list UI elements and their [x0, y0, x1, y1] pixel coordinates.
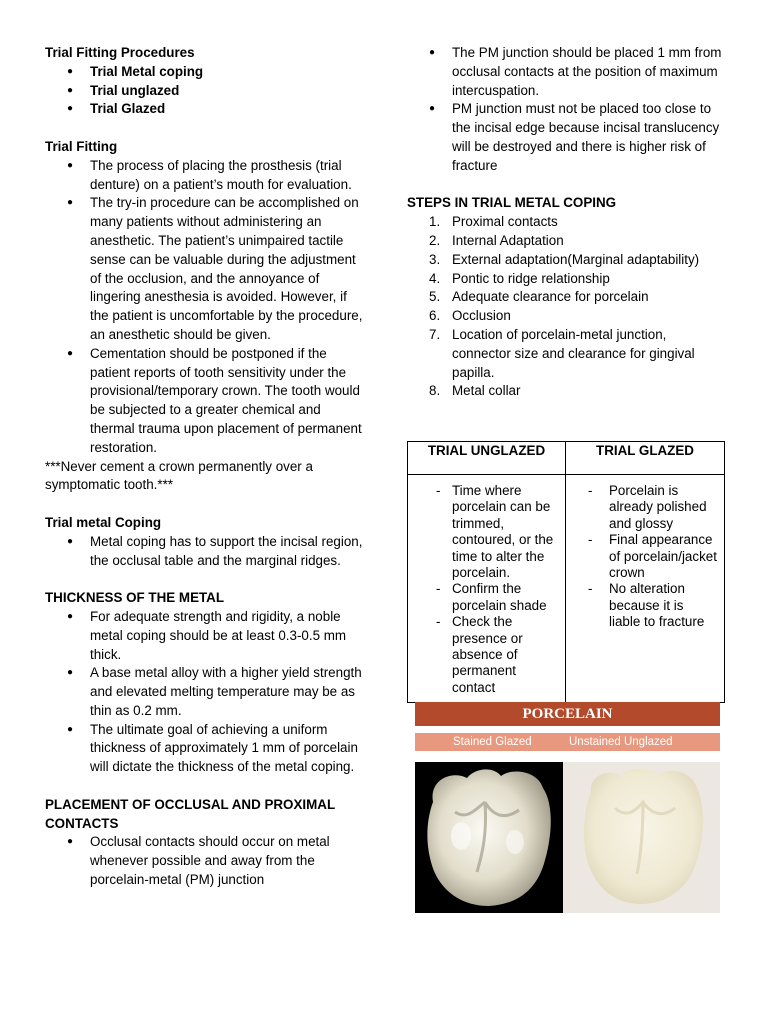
- trial-fitting-heading: Trial Fitting: [45, 138, 118, 154]
- steps-list: [407, 213, 725, 401]
- list-item: - Confirm the porcelain shade: [414, 581, 559, 614]
- list-item: 3. External adaptation(Marginal adaptability): [429, 251, 700, 267]
- list-item: ● A base metal alloy with a higher yield strength and elevated melting temperature may be as thin as 0.2 mm.: [45, 664, 365, 720]
- thickness-heading: THICKNESS OF THE METAL: [45, 590, 225, 606]
- warning-note: ***Never cement a crown permanently over a symptomatic tooth.***: [45, 458, 313, 493]
- list-item: ● Metal coping has to support the incisal region, the occlusal table and the marginal ridges.: [45, 533, 365, 571]
- trial-fitting-procedures-heading: Trial Fitting Procedures: [45, 45, 195, 60]
- list-item: - No alteration because it is liable to fracture: [572, 581, 718, 630]
- list-item: ● Trial Glazed: [45, 100, 365, 119]
- steps-heading: STEPS IN TRIAL METAL COPING: [407, 195, 617, 211]
- table-cell-glazed: [566, 475, 725, 703]
- list-item: ● The ultimate goal of achieving a uniform thickness of approximately 1 mm of porcelain will dictate the thickness of the metal coping.: [45, 721, 365, 777]
- right-column: [407, 44, 725, 401]
- list-item: 4. Pontic to ridge relationship: [429, 270, 610, 286]
- list-item: ● The process of placing the prosthesis (trial denture) on a patient’s mouth for evaluation.: [45, 157, 365, 195]
- list-item: ● The try-in procedure can be accomplished on many patients without administering an anesthetic. The patient’s unimpaired tactile sense can be valuable during the adjustment of the occlusion, and the annoyance of lingering anesthesia is avoided. However, if the patient is uncomfortable by the procedure, an anesthetic should be given.: [45, 194, 365, 344]
- list-item: - Final appearance of porcelain/jacket crown: [572, 532, 718, 581]
- list-item: ● For adequate strength and rigidity, a noble metal coping should be at least 0.3-0.5 mm thick.: [45, 608, 365, 664]
- list-item: - Check the presence or absence of permanent contact: [414, 614, 559, 696]
- list-item: 8. Metal collar: [429, 383, 521, 399]
- trial-metal-coping-list: [45, 533, 365, 571]
- list-item: 7. Location of porcelain-metal junction, connector size and clearance for gingival papilla.: [429, 326, 695, 380]
- stained-glazed-tooth-image: [415, 762, 563, 913]
- list-item: ● Cementation should be postponed if the patient reports of tooth sensitivity under the provisional/temporary crown. The tooth would be subjected to a greater chemical and thermal trauma upon placement of permanent restoration.: [45, 345, 365, 458]
- porcelain-banner: PORCELAIN: [415, 702, 720, 726]
- list-item: ● Trial unglazed: [45, 82, 365, 101]
- list-item: ● Occlusal contacts should occur on metal whenever possible and away from the porcelain-metal (PM) junction: [45, 833, 365, 889]
- table-header-glazed: TRIAL GLAZED: [566, 442, 725, 475]
- list-item: - Porcelain is already polished and glossy: [572, 483, 718, 532]
- thickness-list: [45, 608, 365, 777]
- unstained-unglazed-label: Unstained Unglazed: [569, 736, 673, 748]
- list-item: 1. Proximal contacts: [429, 214, 558, 230]
- trial-comparison-table: [407, 441, 725, 703]
- list-item: ● Trial Metal coping: [45, 63, 365, 82]
- trial-fitting-procedures-list: [45, 63, 365, 119]
- trial-fitting-list: [45, 157, 365, 458]
- trial-metal-coping-heading: Trial metal Coping: [45, 514, 162, 530]
- list-item: 2. Internal Adaptation: [429, 232, 564, 248]
- placement-list: [45, 833, 365, 889]
- list-item: 6. Occlusion: [429, 308, 511, 324]
- porcelain-labels-bar: [415, 733, 720, 751]
- unstained-unglazed-tooth-image: [563, 762, 720, 913]
- list-item: ● PM junction must not be placed too close to the incisal edge because incisal translucency will be destroyed and there is higher risk of fracture: [407, 100, 725, 175]
- table-cell-unglazed: [408, 475, 566, 703]
- stained-glazed-label: Stained Glazed: [453, 736, 532, 748]
- left-column: [45, 44, 365, 890]
- list-item: 5. Adequate clearance for porcelain: [429, 289, 649, 305]
- placement-heading: PLACEMENT OF OCCLUSAL AND PROXIMAL CONTACTS: [45, 796, 335, 831]
- table-header-unglazed: TRIAL UNGLAZED: [408, 442, 566, 475]
- pm-junction-list: [407, 44, 725, 176]
- list-item: ● The PM junction should be placed 1 mm from occlusal contacts at the position of maximum intercuspation.: [407, 44, 725, 100]
- list-item: - Time where porcelain can be trimmed, contoured, or the time to alter the porcelain.: [414, 483, 559, 581]
